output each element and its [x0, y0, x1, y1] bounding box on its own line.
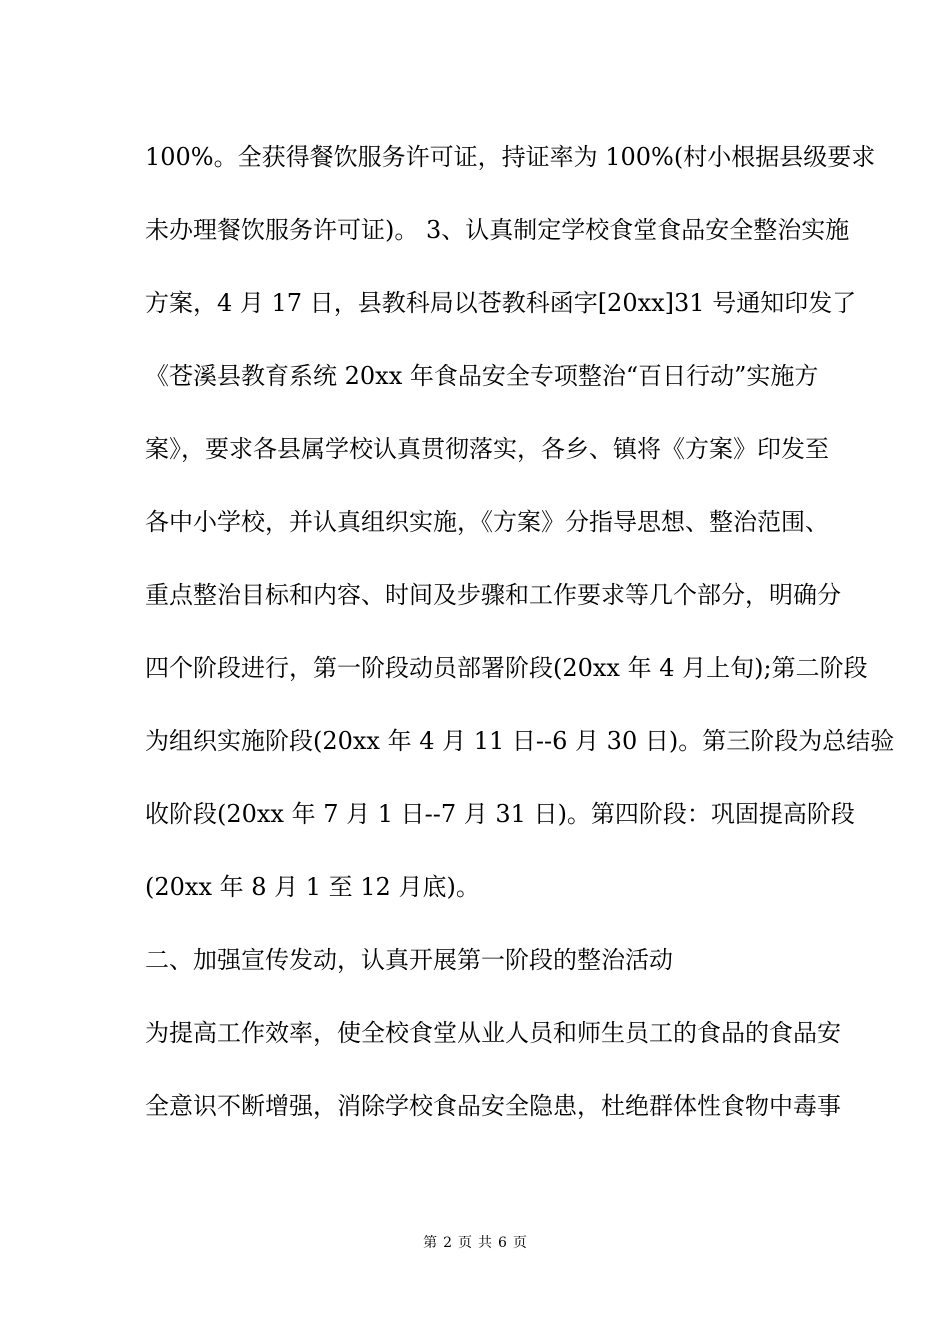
text-line-6: 各中小学校，并认真组织实施，《方案》分指导思想、整治范围、: [145, 508, 829, 536]
section-heading: 二、加强宣传发动，认真开展第一阶段的整治活动: [145, 946, 673, 974]
text-line-3: 方案，4 月 17 日，县教科局以苍教科函字[20xx]31 号通知印发了: [145, 289, 857, 317]
text-line-2: 未办理餐饮服务许可证)。 3、认真制定学校食堂食品安全整治实施: [145, 216, 850, 244]
text-line-11: (20xx 年 8 月 1 至 12 月底)。: [145, 873, 480, 901]
text-line-9: 为组织实施阶段(20xx 年 4 月 11 日--6 月 30 日)。第三阶段为总结验: [145, 727, 895, 755]
text-line-14: 全意识不断增强，消除学校食品安全隐患，杜绝群体性食物中毒事: [145, 1092, 841, 1120]
footer-page-number: 2: [443, 1235, 452, 1251]
text-line-13: 为提高工作效率，使全校食堂从业人员和师生员工的食品的食品安: [145, 1019, 841, 1047]
page-footer: [0, 1233, 950, 1253]
footer-total-word: 共: [478, 1235, 492, 1251]
text-line-8: 四个阶段进行，第一阶段动员部署阶段(20xx 年 4 月上旬);第二阶段: [145, 654, 868, 682]
footer-suffix: 页: [512, 1235, 527, 1251]
text-line-5: 案》，要求各县属学校认真贯彻落实，各乡、镇将《方案》印发至: [145, 435, 829, 463]
footer-total-pages: 6: [498, 1235, 507, 1251]
footer-prefix: 第: [423, 1235, 438, 1251]
text-line-10: 收阶段(20xx 年 7 月 1 日--7 月 31 日)。第四阶段：巩固提高阶段: [145, 800, 855, 828]
text-line-1: 100%。全获得餐饮服务许可证，持证率为 100%(村小根据县级要求: [145, 143, 876, 171]
text-line-4: 《苍溪县教育系统 20xx 年食品安全专项整治“百日行动”实施方: [145, 362, 819, 390]
text-line-7: 重点整治目标和内容、时间及步骤和工作要求等几个部分，明确分: [145, 581, 841, 609]
footer-page-word: 页: [458, 1235, 472, 1251]
